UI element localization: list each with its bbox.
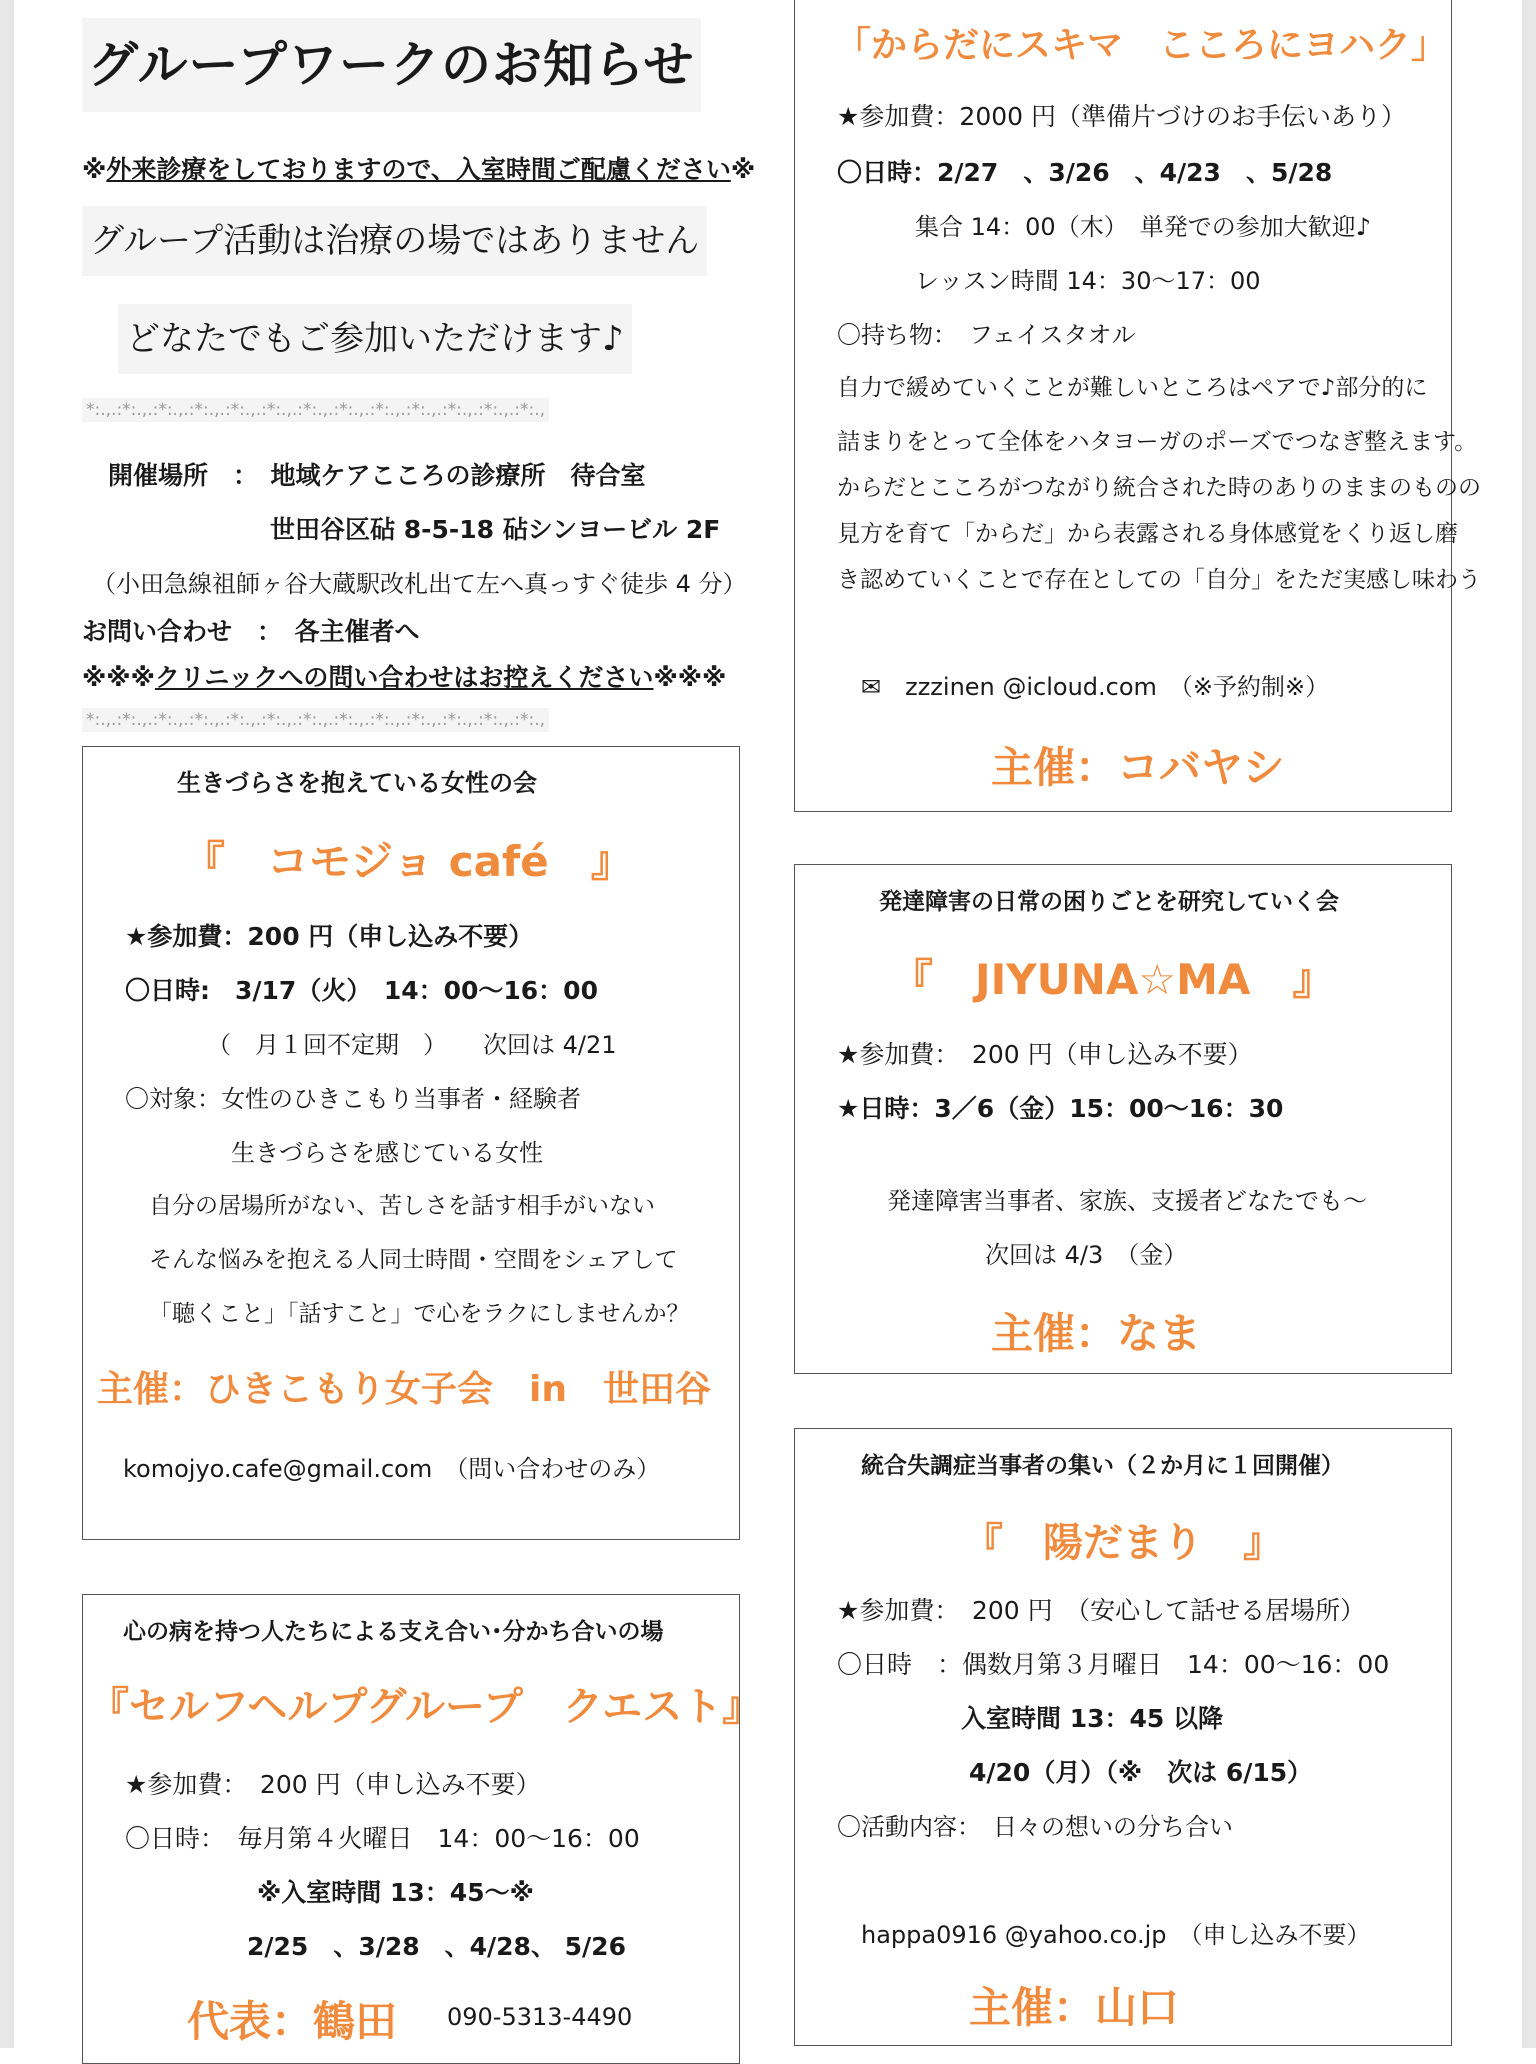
komojo-date: 〇日時: 3/17（火） 14：00～16：00 [125,976,598,1005]
karada-desc-5: き認めていくことで存在としての「自分」をただ実感し味わう [837,567,1481,593]
komojo-desc-3: 「聴くこと」「話すこと」で心をラクにしませんか？ [149,1301,690,1327]
hidamari-name: 『 陽だまり 』 [963,1520,1283,1566]
no-clinic-suffix: ※※※ [653,663,727,692]
hidamari-date: 〇日時 ：偶数月第３月曜日 14：00～16：00 [837,1650,1390,1679]
decorative-divider: *:.,.:*:.,.:*:.,.:*:.,.:*:.,.:*:.,.:*:.,.:*:.,.:*:.,.:*:.,.:*:.,.:*:.,.:*:., [82,398,549,422]
hidamari-box [794,1428,1452,2046]
komojo-email[interactable]: komojyo.cafe@gmail.com （問い合わせのみ） [123,1455,661,1483]
komojo-host: 主催：ひきこもり女子会 in 世田谷 [97,1369,711,1410]
hidamari-entry: 入室時間 13：45 以降 [961,1704,1223,1733]
jiyuna-host: 主催：なま [991,1309,1202,1358]
karada-items: 〇持ち物： フェイスタオル [837,321,1136,349]
karada-desc-1: 自力で緩めていくことが難しいところはペアで♪部分的に [837,375,1428,401]
komojo-irregular: （ 月１回不定期 ） 次回は 4/21 [207,1031,617,1059]
quest-box [82,1594,763,2064]
hidamari-host: 主催：山口 [969,1983,1180,2032]
quest-name: 『セルフヘルプグループ クエスト』 [89,1684,763,1730]
komojo-target-2: 生きづらさを感じている女性 [231,1139,543,1167]
komojo-desc-1: 自分の居場所がない、苦しさを話す相手がいない [149,1193,655,1219]
quest-phone[interactable]: 090-5313-4490 [447,2003,633,2031]
jiyuna-next: 次回は 4/3 （金） [985,1241,1188,1269]
jiyuna-name: 『 JIYUNA☆MA 』 [891,955,1335,1004]
quest-subtitle: 心の病を持つ人たちによる支え合い･分かち合いの場 [123,1619,664,1645]
warning-prefix: ※ [82,155,107,184]
no-clinic-main: クリニックへの問い合わせはお控えください [154,663,654,692]
quest-fee: ★参加費： 200 円（申し込み不要） [125,1770,541,1799]
hidamari-activity: 〇活動内容： 日々の想いの分ち合い [837,1813,1233,1841]
komojo-cafe-box [82,746,740,1540]
karada-email[interactable]: ✉ zzzinen @icloud.com （※予約制※） [861,673,1330,701]
hidamari-next: 4/20（月）（※ 次は 6/15） [969,1758,1313,1787]
karada-desc-3: からだとこころがつながり統合された時のありのままのものの [837,475,1481,501]
inquiry-line: お問い合わせ ： 各主催者へ [82,617,420,646]
consultation-warning [82,150,755,186]
not-treatment-notice: グループ活動は治療の場ではありません [82,206,707,276]
warning-main: 外来診療をしておりますので、入室時間ご配慮ください [106,155,731,184]
quest-dates: 2/25 、3/28 、4/28、 5/26 [247,1932,626,1961]
komojo-name: 『 コモジョ café 』 [183,837,633,886]
warning-suffix: ※ [730,155,756,184]
komojo-target: 〇対象：女性のひきこもり当事者・経験者 [125,1085,581,1113]
venue-line: 開催場所 ： 地域ケアこころの診療所 待合室 [108,461,646,490]
jiyuna-date: ★日時：3／6（金）15：00～16：30 [837,1094,1284,1123]
page-left-margin [0,0,14,2048]
karada-dates: 〇日時：2/27 、3/26 、4/23 、5/28 [837,158,1333,187]
page-right-margin [1522,0,1536,2048]
hidamari-fee: ★参加費： 200 円 （安心して話せる居場所） [837,1596,1366,1625]
no-clinic-prefix: ※※※ [82,663,155,692]
jiyuna-subtitle: 発達障害の日常の困りごとを研究していく会 [879,889,1339,915]
karada-fee: ★参加費：2000 円（準備片づけのお手伝いあり） [837,102,1406,131]
komojo-desc-2: そんな悩みを抱える人同士時間・空間をシェアして [149,1247,678,1273]
karada-box [794,0,1481,812]
hidamari-subtitle: 統合失調症当事者の集い（２か月に１回開催） [861,1453,1344,1479]
karada-desc-2: 詰まりをとって全体をハタヨーガのポーズでつなぎ整えます。 [837,429,1478,455]
hidamari-email[interactable]: happa0916 @yahoo.co.jp （申し込み不要） [861,1921,1371,1949]
anyone-welcome-notice: どなたでもご参加いただけます♪ [118,304,632,374]
karada-name: 「からだにスキマ こころにヨハク」 [835,25,1448,66]
no-clinic-inquiry [82,658,726,694]
karada-lesson: レッスン時間 14：30～17：00 [915,267,1261,295]
quest-entry: ※入室時間 13：45～※ [257,1878,534,1907]
decorative-divider: *:.,.:*:.,.:*:.,.:*:.,.:*:.,.:*:.,.:*:.,.:*:.,.:*:.,.:*:.,.:*:.,.:*:.,.:*:., [82,708,549,732]
komojo-fee: ★参加費：200 円（申し込み不要） [125,922,534,951]
quest-date: 〇日時： 毎月第４火曜日 14：00～16：00 [125,1824,640,1853]
karada-host: 主催：コバヤシ [991,743,1285,792]
komojo-subtitle: 生きづらさを抱えている女性の会 [177,769,537,797]
jiyuna-fee: ★参加費： 200 円（申し込み不要） [837,1040,1253,1069]
karada-desc-4: 見方を育て「からだ」から表露される身体感覚をくり返し磨 [837,521,1458,547]
venue-access: （小田急線祖師ヶ谷大蔵駅改札出て左へ真っすぐ徒歩 4 分） [92,570,747,598]
jiyuna-target: 発達障害当事者、家族、支援者どなたでも～ [887,1187,1367,1215]
page-title: グループワークのお知らせ [82,18,701,112]
karada-meet: 集合 14：00（木） 単発での参加大歓迎♪ [915,213,1372,241]
jiyuna-box [794,864,1452,1374]
venue-address: 世田谷区砧 8-5-18 砧シンヨービル 2F [270,515,721,544]
quest-rep: 代表：鶴田 [187,1997,398,2046]
